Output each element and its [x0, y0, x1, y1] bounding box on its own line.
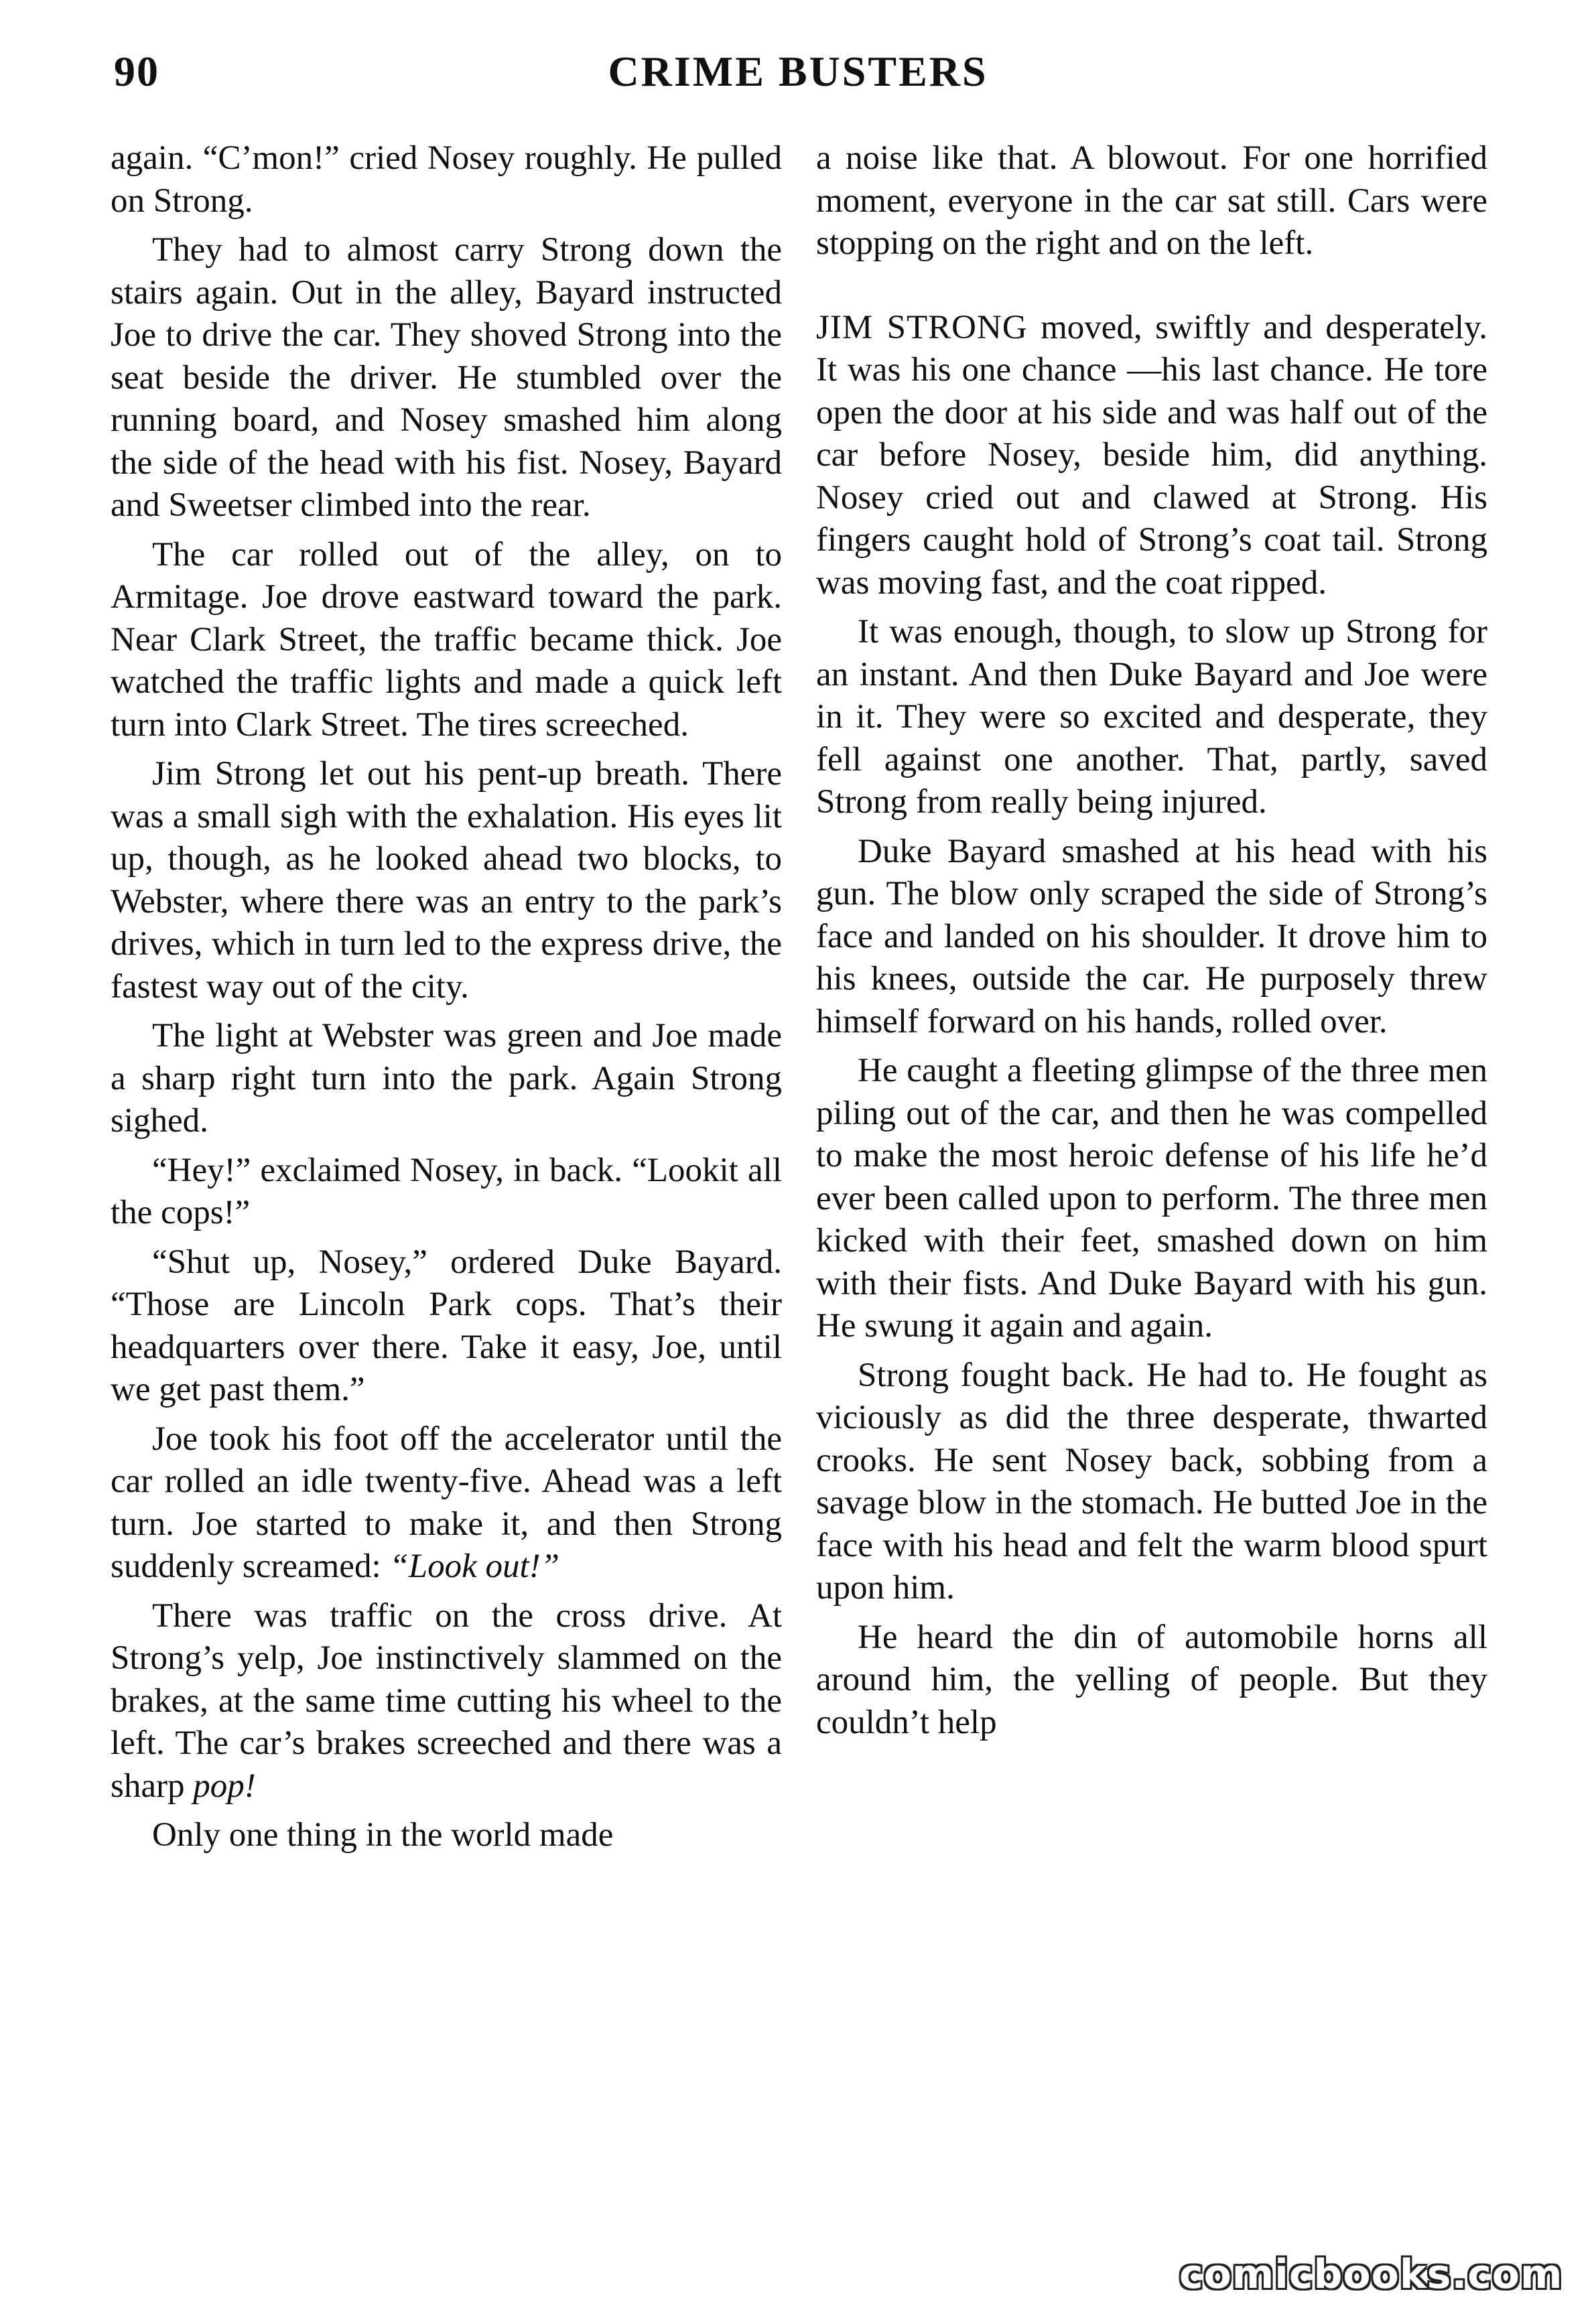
paragraph-text: Duke Bayard smashed at his head with his gun. The blow only scraped the side of Strong’s face and landed on his shoulder. It drove him to his knees, outside the car. He purposely threw himself forward on his hands, rolled over. — [816, 832, 1487, 1040]
left-column — [111, 137, 782, 2281]
paragraph — [816, 1355, 1487, 1610]
paragraph-text: again. “C’mon!” cried Nosey roughly. He pulled on Strong. — [111, 139, 782, 220]
paragraph — [816, 307, 1487, 605]
paragraph-text: “Shut up, Nosey,” ordered Duke Bayard. “Those are Lincoln Park cops. That’s their headquarters over there. Take it easy, Joe, until we get past them.” — [111, 1243, 782, 1408]
emphasis-text: “Look out!” — [389, 1548, 560, 1585]
paragraph — [111, 1418, 782, 1588]
watermark: comicbooks.com — [1179, 2251, 1563, 2298]
paragraph — [111, 1814, 782, 1857]
paragraph-text: The light at Webster was green and Joe made a sharp right turn into the park. Again Strong sighed. — [111, 1017, 782, 1140]
paragraph — [816, 611, 1487, 824]
paragraph — [111, 1150, 782, 1235]
paragraph — [111, 229, 782, 527]
page-header — [0, 47, 1596, 114]
paragraph — [111, 1595, 782, 1808]
paragraph-text: There was traffic on the cross drive. At Strong’s yelp, Joe instinctively slammed on the brakes, at the same time cutting his wheel to the left. The car’s brakes screeched and there was a sharp — [111, 1596, 782, 1805]
paragraph — [816, 1050, 1487, 1348]
paragraph-text: Jim Strong let out his pent-up breath. There was a small sigh with the exhalation. His eyes lit up, though, as he looked ahead two blocks, to Webster, where there was an entry to the park’s drives, which in turn led to the express drive, the fastest way out of the city. — [111, 755, 782, 1006]
paragraph-text: It was enough, though, to slow up Strong for an instant. And then Duke Bayard and Joe were in it. They were so excited and desperate, they fell against one another. That, partly, saved Strong from really being injured. — [816, 613, 1487, 821]
paragraph-text: Only one thing in the world made — [152, 1816, 614, 1854]
running-title: CRIME BUSTERS — [608, 48, 988, 95]
page-number: 90 — [114, 48, 159, 95]
paragraph-text: Joe took his foot off the accelerator until the car rolled an idle twenty-five. Ahead was a left turn. Joe started to make it, and then Strong suddenly screamed: — [111, 1420, 782, 1585]
emphasis-text: pop! — [193, 1767, 256, 1805]
paragraph-text: They had to almost carry Strong down the stairs again. Out in the alley, Bayard instructed Joe to drive the car. They shoved Strong into the seat beside the driver. He stumbled over the running board, and Nosey smashed him along the side of the head with his fist. Nosey, Bayard and Sweetser climbed into the rear. — [111, 231, 782, 524]
paragraph-text: moved, swiftly and desperately. It was his one chance —his last chance. He tore open the door at his side and was half out of the car before Nosey, beside him, did anything. Nosey cried out and clawed at Strong. His fingers caught hold of Strong’s coat tail. Strong was moving fast, and the coat ripped. — [816, 308, 1487, 602]
paragraph — [111, 1241, 782, 1412]
paragraph — [816, 831, 1487, 1044]
paragraph — [111, 137, 782, 222]
right-column — [816, 137, 1487, 2281]
section-lead: JIM STRONG — [816, 308, 1028, 346]
paragraph-text: a noise like that. A blowout. For one horrified moment, everyone in the car sat still. Cars were stopping on the right and on the left. — [816, 139, 1487, 262]
paragraph-text: “Hey!” exclaimed Nosey, in back. “Lookit all the cops!” — [111, 1151, 782, 1231]
paragraph — [816, 1617, 1487, 1745]
paragraph — [111, 1015, 782, 1143]
paragraph-text: Strong fought back. He had to. He fought as viciously as did the three desperate, thwarted crooks. He sent Nosey back, sobbing from a savage blow in the stomach. He butted Joe in the face with his head and felt the warm blood spurt upon him. — [816, 1356, 1487, 1607]
paragraph-text: He caught a fleeting glimpse of the three men piling out of the car, and then he was compelled to make the most heroic defense of his life he’d ever been called upon to perform. The three men kicked with their feet, smashed down on him with their fists. And Duke Bayard with his gun. He swung it again and again. — [816, 1052, 1487, 1345]
paragraph-text: The car rolled out of the alley, on to Armitage. Joe drove eastward toward the park. Near Clark Street, the traffic became thick. Joe watched the traffic lights and made a quick left turn into Clark Street. The tires screeched. — [111, 535, 782, 744]
paragraph-text: He heard the din of automobile horns all around him, the yelling of people. But they couldn’t help — [816, 1618, 1487, 1741]
paragraph — [816, 137, 1487, 265]
paragraph — [111, 753, 782, 1008]
paragraph — [111, 534, 782, 747]
